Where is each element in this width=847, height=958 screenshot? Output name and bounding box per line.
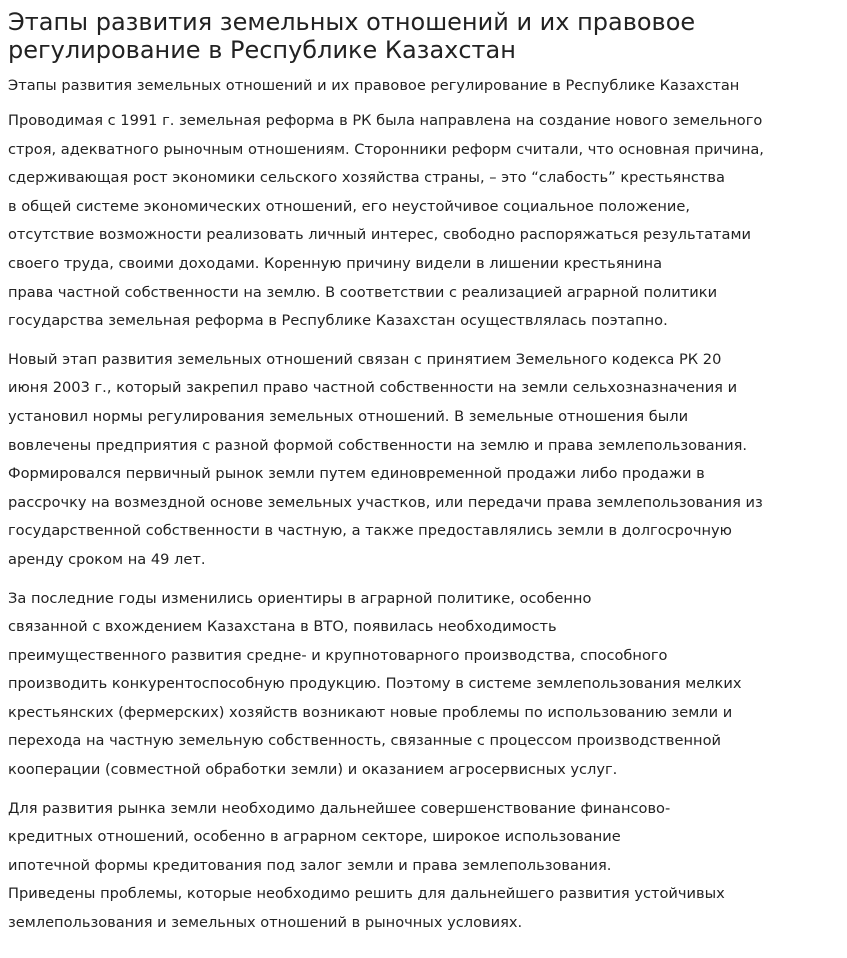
text-line: связанной с вхождением Казахстана в ВТО, появилась необходимость [8,618,557,636]
text-line: отсутствие возможности реализовать личный интерес, свободно распоряжаться результатами [8,226,751,244]
text-line: землепользования и земельных отношений в рыночных условиях. [8,914,523,932]
text-line: государственной собственности в частную, а также предоставлялись земли в долгосрочную [8,522,732,540]
paragraph-4 [8,795,839,938]
article-subtitle: Этапы развития земельных отношений и их правовое регулирование в Республике Казахстан [8,77,740,94]
text-line: аренду сроком на 49 лет. [8,550,206,568]
text-line: Проводимая с 1991 г. земельная реформа в РК была направлена на создание нового земельного [8,112,763,129]
text-line: кооперации (совместной обработки земли) и оказанием агросервисных услуг. [8,761,618,779]
text-line: июня 2003 г., который закрепил право частной собственности на земли сельхозназначения и [8,379,738,397]
text-line: государства земельная реформа в Республике Казахстан осуществлялась поэтапно. [8,312,668,330]
title-line: регулирование в Республике Казахстан [8,36,516,64]
paragraph-2 [8,346,839,575]
paragraph-3 [8,585,839,785]
text-line: Приведены проблемы, которые необходимо решить для дальнейшего развития устойчивых [8,885,725,903]
text-line: рассрочку на возмездной основе земельных участков, или передачи права землепользования из [8,493,763,511]
text-line: преимущественного развития средне- и крупнотоварного производства, способного [8,646,668,664]
text-line: Новый этап развития земельных отношений связан с принятием Земельного кодекса РК 20 [8,350,722,368]
text-line: в общей системе экономических отношений, его неустойчивое социальное положение, [8,197,690,215]
text-line: права частной собственности на землю. В соответствии с реализацией аграрной политики [8,283,718,301]
text-line: сдерживающая рост экономики сельского хозяйства страны, – это “слабость” крестьянства [8,169,725,187]
text-line: производить конкурентоспособную продукцию. Поэтому в системе землепользования мелких [8,675,742,693]
text-line: перехода на частную земельную собственность, связанные с процессом производственной [8,732,722,750]
text-line: крестьянских (фермерских) хозяйств возникают новые проблемы по использованию земли и [8,703,733,721]
text-line: кредитных отношений, особенно в аграрном секторе, широкое использование [8,828,621,846]
text-line: установил нормы регулирования земельных отношений. В земельные отношения были [8,407,689,425]
text-line: За последние годы изменились ориентиры в аграрной политике, особенно [8,589,592,607]
text-line: ипотечной формы кредитования под залог земли и права землепользования. [8,856,612,874]
text-line: своего труда, своими доходами. Коренную причину видели в лишении крестьянина [8,254,663,272]
paragraph-1 [8,107,839,336]
text-line: строя, адекватного рыночным отношениям. Сторонники реформ считали, что основная причина, [8,140,764,158]
title-line: Этапы развития земельных отношений и их правовое [8,8,696,36]
text-line: Для развития рынка земли необходимо дальнейшее совершенствование финансово- [8,799,671,817]
text-line: Формировался первичный рынок земли путем единовременной продажи либо продажи в [8,465,705,483]
text-line: вовлечены предприятия с разной формой собственности на землю и права землепользования. [8,436,748,454]
page-title [8,8,839,64]
